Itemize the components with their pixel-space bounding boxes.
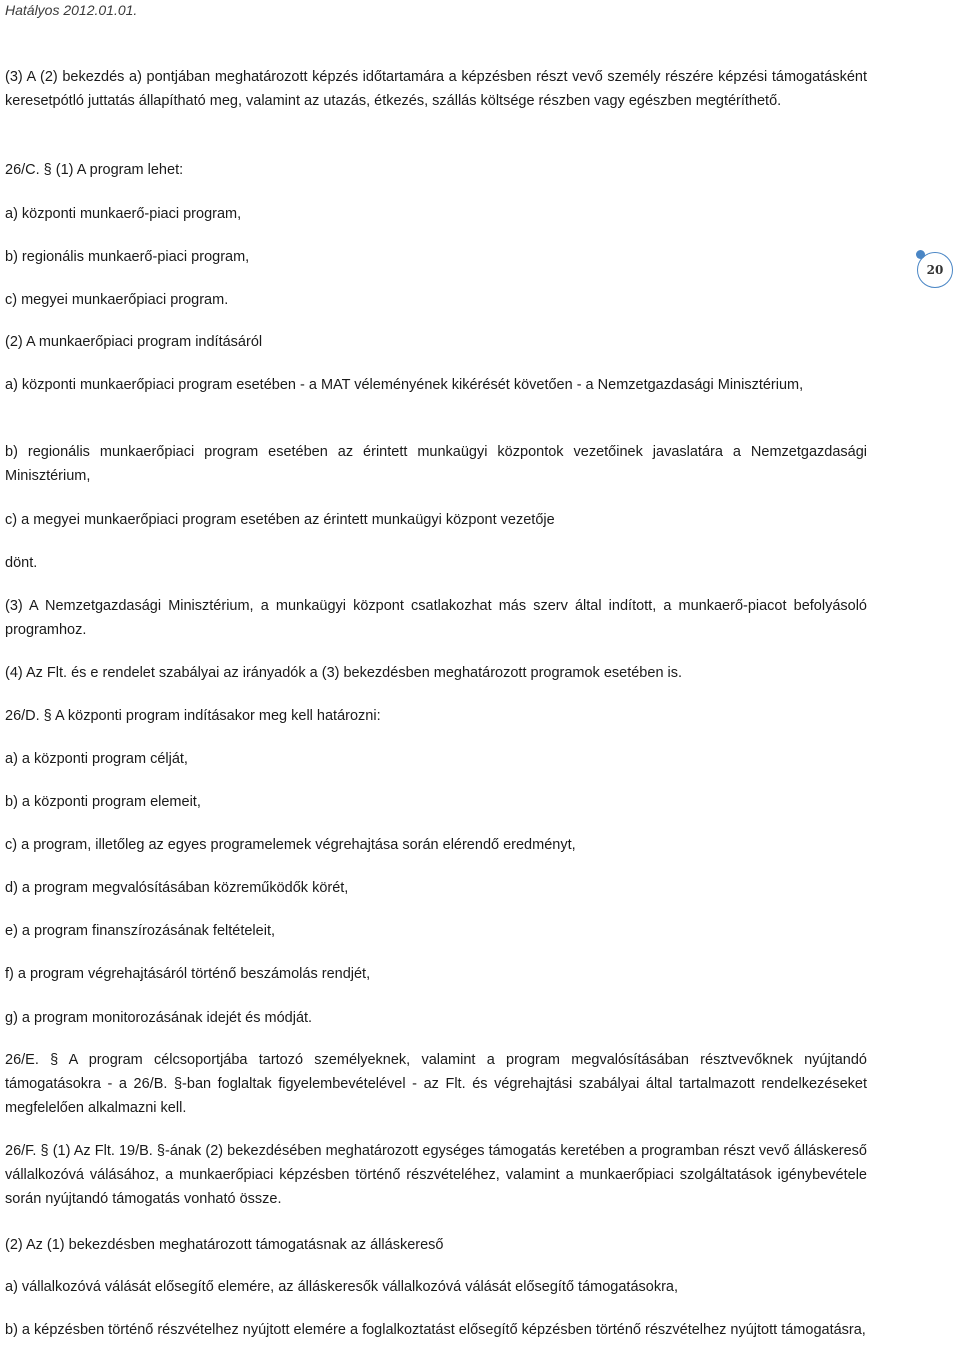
- paragraph: (3) A Nemzetgazdasági Minisztérium, a munkaügyi központ csatlakozhat más szerv által indított, a munkaerő-piacot befolyásoló programhoz.: [5, 598, 867, 638]
- list-item: c) a megyei munkaerőpiaci program esetében az érintett munkaügyi központ vezetője: [5, 512, 555, 528]
- paragraph: (2) Az (1) bekezdésben meghatározott támogatásnak az álláskereső: [5, 1237, 444, 1253]
- list-item: c) a program, illetőleg az egyes programelemek végrehajtása során elérendő eredményt,: [5, 837, 576, 853]
- section-heading: 26/C. § (1) A program lehet:: [5, 162, 184, 178]
- section-heading: 26/D. § A központi program indításakor meg kell határozni:: [5, 708, 381, 724]
- list-item: b) a központi program elemeit,: [5, 794, 201, 810]
- list-item: g) a program monitorozásának idejét és módját.: [5, 1010, 313, 1026]
- page-number-badge: [917, 252, 953, 288]
- list-item: a) vállalkozóvá válását elősegítő elemére, az álláskeresők vállalkozóvá válását elősegítő támogatásokra,: [5, 1279, 678, 1295]
- badge-dot-icon: [916, 250, 925, 259]
- list-item: a) központi munkaerő-piaci program,: [5, 206, 242, 222]
- list-item: e) a program finanszírozásának feltételeit,: [5, 923, 275, 939]
- list-item: b) regionális munkaerőpiaci program esetében az érintett munkaügyi központok vezetőinek javaslatára a Nemzetgazdasági Minisztérium,: [5, 444, 867, 484]
- section-paragraph: 26/F. § (1) Az Flt. 19/B. §-ának (2) bekezdésében meghatározott egységes támogatás keretében a programban részt vevő álláskereső vállalkozóvá válásához, a munkaerőpiaci képzésben történő részvételéhez, valamint a munkaerőpiaci szolgáltatások igénybevétele során nyújtandó támogatás vonható össze.: [5, 1143, 867, 1207]
- paragraph: (2) A munkaerőpiaci program indításáról: [5, 334, 263, 350]
- list-item: d) a program megvalósításában közreműködők körét,: [5, 880, 349, 896]
- list-item: f) a program végrehajtásáról történő beszámolás rendjét,: [5, 966, 371, 982]
- paragraph: dönt.: [5, 555, 38, 571]
- section-paragraph: 26/E. § A program célcsoportjába tartozó személyeknek, valamint a program megvalósításában résztvevőknek nyújtandó támogatásokra - a 26/B. §-ban foglaltak figyelembevételével - az Flt. és végrehajtási szabályai által tartalmazott rendelkezéseket megfelelően alkalmazni kell.: [5, 1052, 867, 1116]
- list-item: c) megyei munkaerőpiaci program.: [5, 292, 229, 308]
- list-item: b) a képzésben történő részvételhez nyújtott elemére a foglalkoztatást elősegítő képzésben történő részvételhez nyújtott támogatásra,: [5, 1322, 866, 1338]
- paragraph: (4) Az Flt. és e rendelet szabályai az irányadók a (3) bekezdésben meghatározott programok esetében is.: [5, 665, 683, 681]
- list-item: b) regionális munkaerő-piaci program,: [5, 249, 250, 265]
- paragraph: (3) A (2) bekezdés a) pontjában meghatározott képzés időtartamára a képzésben részt vevő személy részére képzési támogatásként keresetpótló juttatás állapítható meg, valamint az utazás, étkezés, szállás költsége részben vagy egészben megtéríthető.: [5, 69, 867, 109]
- page-number: 20: [926, 263, 944, 277]
- list-item: a) a központi program célját,: [5, 751, 188, 767]
- list-item: a) központi munkaerőpiaci program esetében - a MAT véleményének kikérését követően - a Nemzetgazdasági Minisztérium,: [5, 377, 804, 393]
- effective-date-header: Hatályos 2012.01.01.: [5, 2, 138, 18]
